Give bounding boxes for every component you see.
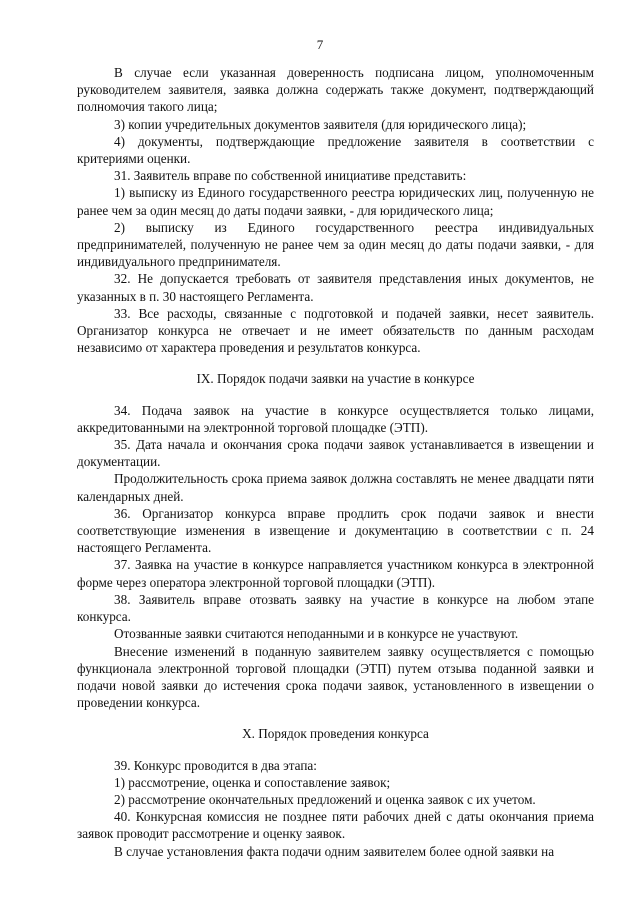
page-number: 7 [316,37,324,52]
paragraph: 31. Заявитель вправе по собственной инициативе представить: [114,168,467,184]
paragraph: Внесение изменений в поданную заявителем заявку осуществляется с помощью функционала электронной торговой площадки (ЭТП) путем отзыва поданной заявки и подачи новой заявки до истечения срока подачи заявок, установленного в извещении о проведении конкурса. [77,643,594,711]
paragraph: 33. Все расходы, связанные с подготовкой и подачей заявки, несет заявитель. Организатор конкурса не отвечает и не имеет обязательств по данным расходам независимо от характера проведения и результатов конкурса. [77,305,594,356]
paragraph: 35. Дата начала и окончания срока подачи заявок устанавливается в извещении и документации. [77,437,594,470]
paragraph: Отозванные заявки считаются неподанными и в конкурсе не участвуют. [114,626,519,642]
section-heading: IX. Порядок подачи заявки на участие в конкурсе [196,371,475,387]
document-body [77,64,594,860]
paragraph: 3) копии учредительных документов заявителя (для юридического лица); [114,116,527,132]
paragraph: 37. Заявка на участие в конкурсе направляется участником конкурса в электронной форме через оператора электронной торговой площадки (ЭТП). [77,557,594,590]
paragraph: 36. Организатор конкурса вправе продлить срок подачи заявок и внести соответствующие изменения в извещение и документацию в соответствии с п. 24 настоящего Регламента. [77,505,594,556]
section-heading: X. Порядок проведения конкурса [242,726,429,742]
paragraph: 38. Заявитель вправе отозвать заявку на участие в конкурсе на любом этапе конкурса. [77,591,594,625]
paragraph: 39. Конкурс проводится в два этапа: [114,757,317,773]
paragraph: В случае если указанная доверенность подписана лицом, уполномоченным руководителем заявителя, заявка должна содержать также документ, подтверждающий полномочия такого лица; [77,65,594,115]
paragraph: 1) рассмотрение, оценка и сопоставление заявок; [114,774,391,790]
paragraph: 1) выписку из Единого государственного реестра юридических лиц, полученную не ранее чем за один месяц до даты подачи заявки, - для юридического лица; [77,185,594,218]
paragraph: Продолжительность срока приема заявок должна составлять не менее двадцати пяти календарных дней. [77,471,594,504]
paragraph: 40. Конкурсная комиссия не позднее пяти рабочих дней с даты окончания приема заявок проводит рассмотрение и оценку заявок. [77,809,594,842]
paragraph: 32. Не допускается требовать от заявителя представления иных документов, не указанных в п. 30 настоящего Регламента. [77,271,594,304]
paragraph: 2) рассмотрение окончательных предложений и оценка заявок с их учетом. [114,791,536,807]
paragraph: 2) выписку из Единого государственного реестра индивидуальных предпринимателей, полученную не ранее чем за один месяц до даты подачи заявки, - для индивидуального предпринимателя. [77,219,594,270]
paragraph: В случае установления факта подачи одним заявителем более одной заявки на [114,843,555,859]
paragraph: 34. Подача заявок на участие в конкурсе осуществляется только лицами, аккредитованными на электронной торговой площадке (ЭТП). [77,402,594,435]
paragraph: 4) документы, подтверждающие предложение заявителя в соответствии с критериями оценки. [77,133,594,167]
